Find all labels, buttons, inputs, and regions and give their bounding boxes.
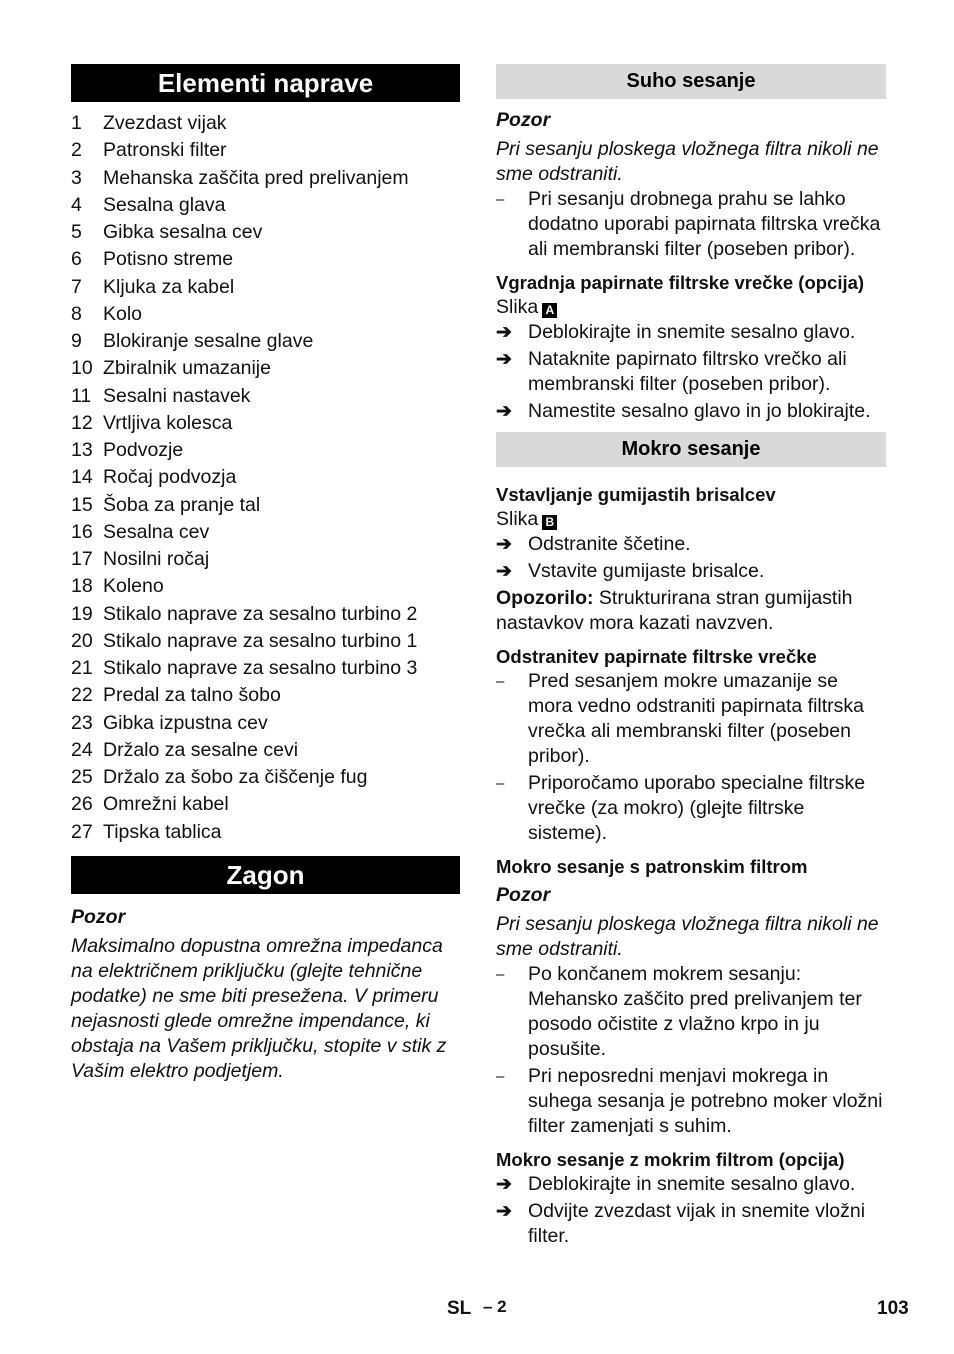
element-number: 16 <box>71 520 93 543</box>
element-label: Sesalna glava <box>103 193 226 216</box>
element-list-item <box>71 165 460 192</box>
element-list-item <box>71 573 460 600</box>
footer-subpage: – 2 <box>483 1297 507 1316</box>
arrow-right-icon: ➔ <box>496 401 512 422</box>
cartridge-item-text: Po končanem mokrem sesanju: Mehansko zaščito pred prelivanjem ter posodo očistite z vlažno krpo in ju posušite. <box>528 963 862 1060</box>
element-number: 7 <box>71 275 82 298</box>
element-list-item <box>71 791 460 818</box>
arrow-right-icon: ➔ <box>496 1201 512 1222</box>
remove-item-text: Priporočamo uporabo specialne filtrske vrečke (za mokro) (glejte filtrske sisteme). <box>528 772 866 844</box>
element-label: Ročaj podvozja <box>103 466 237 489</box>
wiper-step <box>496 532 886 557</box>
bag-step <box>496 320 886 345</box>
element-list-item <box>71 655 460 682</box>
element-list-item <box>71 464 460 491</box>
cartridge-warning-text: Pri sesanju ploskega vložnega filtra nikoli ne sme odstraniti. <box>496 913 879 960</box>
element-list-item <box>71 492 460 519</box>
dry-vacuuming-heading: Suho sesanje <box>496 64 886 99</box>
cartridge-pozor-label: Pozor <box>496 884 551 906</box>
cartridge-subhead: Mokro sesanje s patronskim filtrom <box>496 856 808 877</box>
element-number: 21 <box>71 657 93 679</box>
note-paragraph <box>496 586 886 636</box>
element-label: Gibka izpustna cev <box>103 711 268 734</box>
dash-marker: – <box>496 1068 505 1085</box>
dash-marker: – <box>496 775 505 792</box>
element-number: 11 <box>71 384 92 407</box>
elements-heading: Elementi naprave <box>71 64 460 102</box>
element-number: 24 <box>71 738 93 761</box>
dry-warning-text: Pri sesanju ploskega vložnega filtra nikoli ne sme odstraniti. <box>496 138 879 185</box>
arrow-right-icon: ➔ <box>496 534 512 555</box>
remove-bag-subhead: Odstranitev papirnate filtrske vrečke <box>496 646 817 667</box>
element-list-item <box>71 601 460 628</box>
page-number: 103 <box>877 1298 909 1319</box>
element-list-item <box>71 355 460 382</box>
figure-a-badge: A <box>542 303 557 318</box>
element-number: 22 <box>71 684 93 707</box>
element-list-item <box>71 410 460 437</box>
wet-filter-subhead: Mokro sesanje z mokrim filtrom (opcija) <box>496 1149 845 1170</box>
element-label: Zvezdast vijak <box>103 112 227 134</box>
element-number: 10 <box>71 357 93 380</box>
dash-marker: – <box>496 191 505 208</box>
remove-item <box>496 771 886 846</box>
bag-slika-label: Slika <box>496 296 539 318</box>
element-label: Držalo za sesalne cevi <box>103 738 299 761</box>
element-label: Predal za talno šobo <box>103 684 281 707</box>
dry-pozor-label: Pozor <box>496 109 551 131</box>
bag-figure-ref <box>496 295 886 320</box>
start-pozor-label: Pozor <box>71 905 126 928</box>
bag-step <box>496 347 886 397</box>
start-heading: Zagon <box>71 856 460 894</box>
element-list-item <box>71 137 460 164</box>
element-number: 23 <box>71 711 93 734</box>
dash-marker: – <box>496 966 505 983</box>
element-label: Blokiranje sesalne glave <box>103 330 314 352</box>
element-label: Omrežni kabel <box>103 793 229 816</box>
element-number: 8 <box>71 302 82 325</box>
bag-step <box>496 399 886 424</box>
wiper-step-text: Odstranite ščetine. <box>528 533 691 555</box>
remove-items-list <box>496 669 886 846</box>
bag-step-text: Deblokirajte in snemite sesalno glavo. <box>528 321 856 343</box>
cartridge-item <box>496 962 886 1062</box>
element-label: Kolo <box>103 302 143 325</box>
dry-dash-item <box>496 187 886 262</box>
element-label: Patronski filter <box>103 139 227 162</box>
element-list-item <box>71 437 460 464</box>
element-label: Nosilni ročaj <box>103 548 210 570</box>
element-list-item <box>71 383 460 410</box>
wiper-steps-list <box>496 532 886 584</box>
element-label: Vrtljiva kolesca <box>103 411 233 434</box>
element-label: Zbiralnik umazanije <box>103 357 271 380</box>
wet-filter-step-text: Deblokirajte in snemite sesalno glavo. <box>528 1173 856 1195</box>
element-label: Potisno streme <box>103 248 234 271</box>
element-number: 15 <box>71 493 93 516</box>
note-text: Strukturirana stran gumijastih nastavkov mora kazati navzven. <box>496 587 853 634</box>
element-label: Gibka sesalna cev <box>103 221 263 243</box>
remove-item-text: Pred sesanjem mokre umazanije se mora vedno odstraniti papirnata filtrska vrečka ali membranski filter (poseben pribor). <box>528 670 865 767</box>
element-number: 25 <box>71 766 93 788</box>
remove-item <box>496 669 886 769</box>
element-list-item <box>71 192 460 219</box>
wiper-slika-label: Slika <box>496 508 539 530</box>
element-list-item <box>71 301 460 328</box>
element-number: 2 <box>71 139 82 162</box>
wet-filter-step-text: Odvijte zvezdast vijak in snemite vložni filter. <box>528 1200 866 1247</box>
element-number: 14 <box>71 466 93 489</box>
element-label: Sesalni nastavek <box>103 384 251 407</box>
element-list-item <box>71 710 460 737</box>
arrow-right-icon: ➔ <box>496 322 512 343</box>
element-number: 1 <box>71 112 82 134</box>
element-number: 12 <box>71 411 93 434</box>
element-number: 20 <box>71 629 93 652</box>
element-number: 17 <box>71 548 93 570</box>
wet-filter-step <box>496 1172 886 1197</box>
left-column <box>71 64 460 1084</box>
element-list-item <box>71 246 460 273</box>
element-list-item <box>71 764 460 791</box>
wiper-step-text: Vstavite gumijaste brisalce. <box>528 560 765 582</box>
element-number: 26 <box>71 793 93 816</box>
elements-list <box>71 110 460 846</box>
element-list-item <box>71 628 460 655</box>
element-label: Stikalo naprave za sesalno turbino 1 <box>103 629 418 652</box>
element-label: Kljuka za kabel <box>103 275 235 298</box>
element-list-item <box>71 219 460 246</box>
arrow-right-icon: ➔ <box>496 1174 512 1195</box>
element-number: 9 <box>71 330 82 352</box>
element-label: Mehanska zaščita pred prelivanjem <box>103 166 409 189</box>
element-number: 19 <box>71 602 93 625</box>
figure-b-badge: B <box>542 515 557 530</box>
cartridge-item <box>496 1064 886 1139</box>
element-label: Sesalna cev <box>103 520 210 543</box>
bag-steps-list <box>496 320 886 424</box>
element-number: 4 <box>71 193 82 216</box>
arrow-right-icon: ➔ <box>496 561 512 582</box>
wiper-step <box>496 559 886 584</box>
right-column <box>496 64 886 1249</box>
element-list-item <box>71 328 460 355</box>
dash-marker: – <box>496 673 505 690</box>
arrow-right-icon: ➔ <box>496 349 512 370</box>
wet-filter-step <box>496 1199 886 1249</box>
element-list-item <box>71 819 460 846</box>
element-label: Podvozje <box>103 439 184 461</box>
wiper-subhead: Vstavljanje gumijastih brisalcev <box>496 484 776 505</box>
cartridge-items-list <box>496 962 886 1139</box>
element-number: 6 <box>71 248 82 271</box>
element-list-item <box>71 519 460 546</box>
element-list-item <box>71 546 460 573</box>
element-number: 27 <box>71 820 93 843</box>
cartridge-item-text: Pri neposredni menjavi mokrega in suhega sesanja je potrebno moker vložni filter zamenjati s suhim. <box>528 1065 883 1137</box>
element-label: Stikalo naprave za sesalno turbino 3 <box>103 657 418 679</box>
element-list-item <box>71 682 460 709</box>
footer-language: SL <box>447 1298 472 1319</box>
bag-install-subhead: Vgradnja papirnate filtrske vrečke (opcija) <box>496 272 865 293</box>
wet-vacuuming-heading: Mokro sesanje <box>496 432 886 467</box>
element-label: Držalo za šobo za čiščenje fug <box>103 766 368 788</box>
element-number: 5 <box>71 221 82 243</box>
bag-step-text: Namestite sesalno glavo in jo blokirajte. <box>528 400 871 422</box>
element-number: 3 <box>71 166 82 189</box>
dry-dash-text: Pri sesanju drobnega prahu se lahko dodatno uporabi papirnata filtrska vrečka ali membranski filter (poseben pribor). <box>528 188 881 260</box>
wet-filter-steps-list <box>496 1172 886 1249</box>
note-label: Opozorilo: <box>496 587 594 609</box>
element-label: Koleno <box>103 575 164 598</box>
wiper-figure-ref <box>496 507 886 532</box>
element-number: 18 <box>71 575 93 598</box>
element-list-item <box>71 274 460 301</box>
element-list-item <box>71 737 460 764</box>
bag-step-text: Nataknite papirnato filtrsko vrečko ali membranski filter (poseben pribor). <box>528 348 847 395</box>
element-label: Stikalo naprave za sesalno turbino 2 <box>103 602 418 625</box>
element-label: Tipska tablica <box>103 820 222 843</box>
start-warning-text: Maksimalno dopustna omrežna impedanca na električnem priključku (glejte tehnične podatke) ne sme biti presežena. V primeru nejasnosti glede omrežne impendance, ki obstaja na Vašem priključku, stopite v stik z Vašim elektro podjetjem. <box>71 934 447 1082</box>
element-number: 13 <box>71 439 93 461</box>
element-label: Šoba za pranje tal <box>103 493 261 516</box>
element-list-item <box>71 110 460 137</box>
